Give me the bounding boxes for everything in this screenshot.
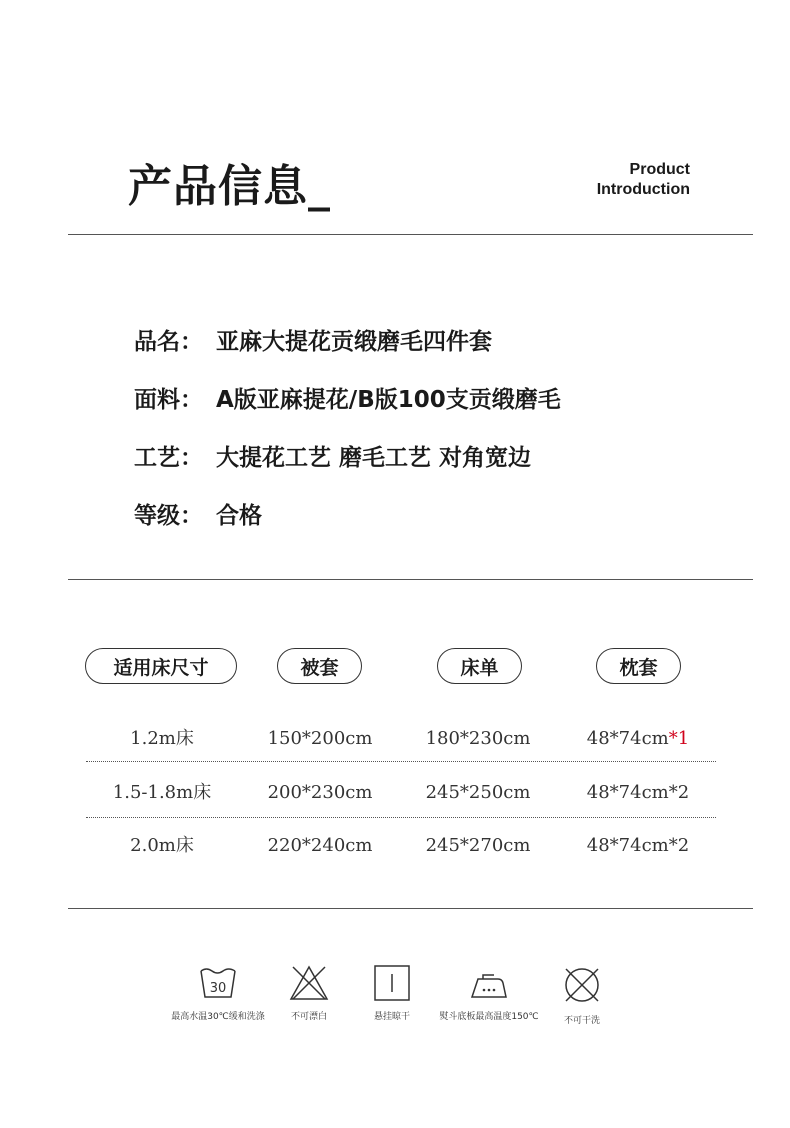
info-value: A版亚麻提花/B版100支贡缎磨毛 (216, 386, 561, 413)
cell-duvet-cover: 200*230cm (267, 782, 373, 803)
header-pillowcase: 枕套 (596, 648, 681, 684)
info-row-fabric (134, 368, 561, 426)
care-item (522, 965, 642, 1026)
svg-text:30: 30 (209, 981, 227, 996)
cell-duvet-cover: 150*200cm (267, 728, 373, 749)
cell-pillowcase (558, 712, 718, 766)
pillowcase-qty: *2 (668, 835, 690, 856)
header-duvet-cover: 被套 (277, 648, 362, 684)
page-subtitle (597, 160, 690, 200)
row-divider (86, 761, 716, 762)
cell-bed-size: 1.5-1.8m床 (112, 782, 212, 803)
header-bed-sheet: 床单 (437, 648, 522, 684)
info-value: 亚麻大提花贡缎磨毛四件套 (216, 328, 492, 355)
pillowcase-qty: *2 (668, 782, 690, 803)
pillowcase-size: 48*74cm (586, 782, 669, 803)
care-label: 悬挂晾干 (373, 1012, 410, 1022)
care-label: 最高水温30℃缓和洗涤 (171, 1012, 265, 1022)
cell-pillowcase (558, 819, 718, 873)
subtitle-line-2: Introduction (596, 181, 690, 198)
iron-icon (469, 965, 509, 1001)
info-value: 合格 (216, 502, 262, 529)
info-key: 工艺： (134, 444, 203, 471)
info-key: 面料： (134, 386, 203, 413)
pillowcase-size: 48*74cm (586, 728, 669, 749)
cell-bed-sheet: 245*250cm (425, 782, 531, 803)
product-info (134, 310, 561, 542)
info-row-craft (134, 426, 561, 484)
table-row (0, 766, 790, 820)
info-row-name (134, 310, 561, 368)
divider (68, 234, 753, 235)
cell-bed-size: 2.0m床 (130, 835, 194, 856)
info-key: 品名： (134, 328, 203, 355)
subtitle-line-1: Product (629, 161, 690, 178)
page-title: 产品信息_ (128, 161, 331, 212)
cell-pillowcase (558, 766, 718, 820)
care-label: 熨斗底板最高温度150℃ (439, 1012, 539, 1022)
no-dry-clean-icon (562, 965, 602, 1005)
cell-bed-sheet: 180*230cm (425, 728, 531, 749)
care-label: 不可干洗 (563, 1016, 600, 1026)
pillowcase-size: 48*74cm (586, 835, 669, 856)
cell-bed-sheet: 245*270cm (425, 835, 531, 856)
cell-duvet-cover: 220*240cm (267, 835, 373, 856)
info-key: 等级： (134, 502, 203, 529)
info-row-grade (134, 484, 561, 542)
row-divider (86, 817, 716, 818)
wash-30-icon (198, 965, 238, 1001)
divider (68, 579, 753, 580)
header-bed-size: 适用床尺寸 (85, 648, 237, 684)
table-row (0, 819, 790, 873)
no-bleach-icon (289, 965, 329, 1001)
divider (68, 908, 753, 909)
care-label: 不可漂白 (290, 1012, 327, 1022)
hang-dry-icon (372, 965, 412, 1001)
cell-bed-size: 1.2m床 (130, 728, 194, 749)
table-row (0, 712, 790, 766)
pillowcase-qty: *1 (668, 728, 690, 749)
info-value: 大提花工艺 磨毛工艺 对角宽边 (216, 444, 532, 471)
